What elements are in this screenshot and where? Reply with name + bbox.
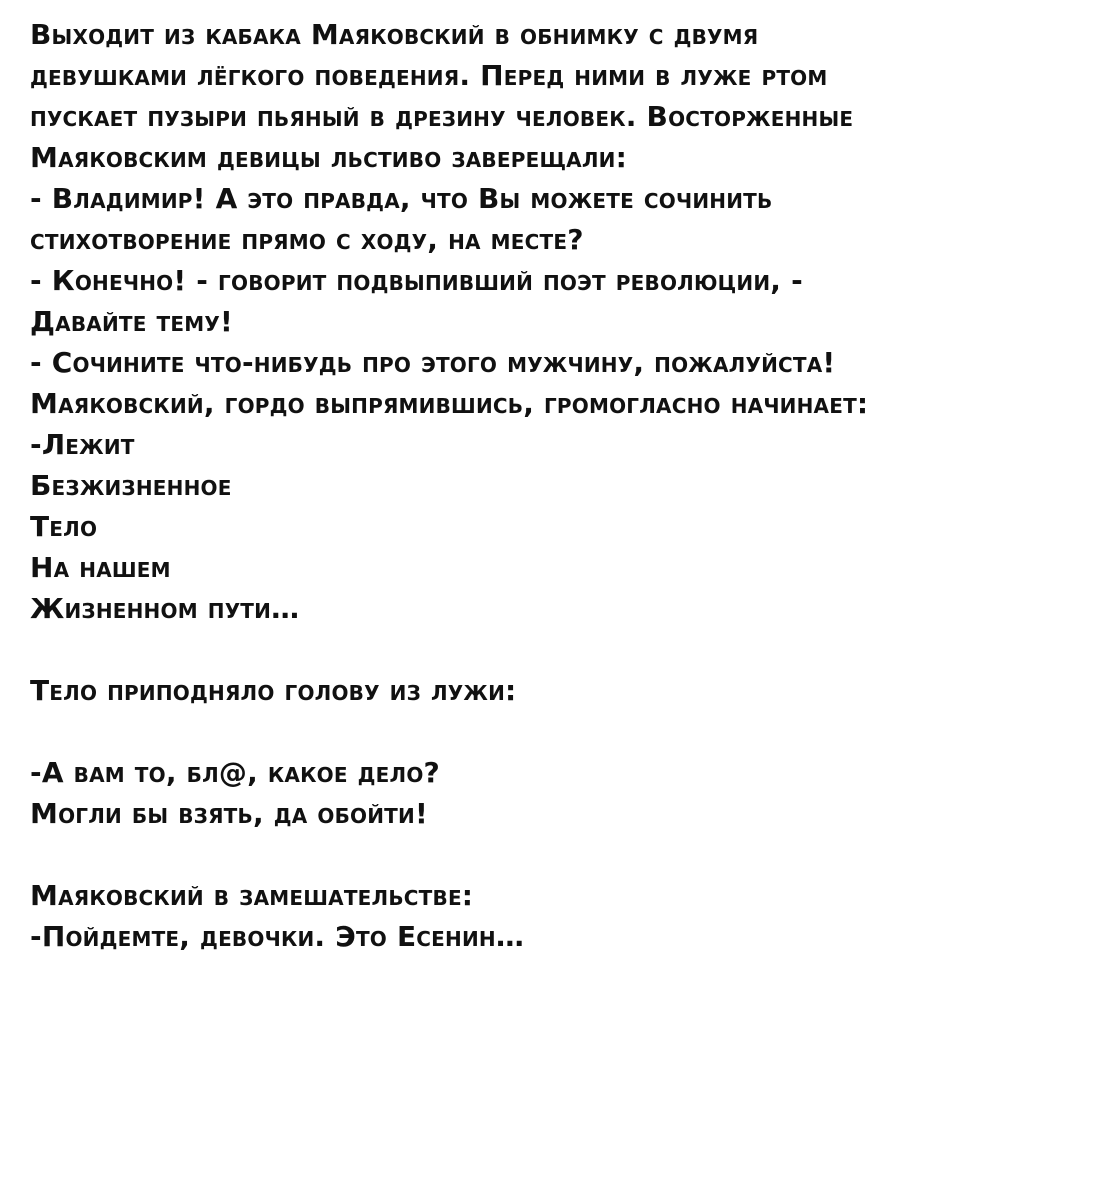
anecdote-text [30, 14, 1090, 957]
text-line: - Сочините что-нибудь про этого мужчину, пожалуйста! [30, 346, 836, 379]
text-line: пускает пузыри пьяный в дрезину человек. Восторженные [30, 100, 854, 133]
text-line: Маяковский, гордо выпрямившись, громогласно начинает: [30, 387, 869, 420]
text-line: - Владимир! А это правда, что Вы можете сочинить [30, 182, 773, 215]
text-line: Давайте тему! [30, 305, 233, 338]
text-line: Тело приподняло голову из лужи: [30, 674, 517, 707]
text-line: -Пойдемте, девочки. Это Есенин… [30, 920, 525, 953]
poem-line: -Лежит [30, 428, 135, 461]
blank-line [30, 834, 1090, 875]
poem-line: Жизненном пути… [30, 592, 300, 625]
text-line: -А вам то, бл@, какое дело? [30, 756, 440, 789]
poem-line: Тело [30, 510, 98, 543]
text-line: девушками лёгкого поведения. Перед ними в луже ртом [30, 59, 828, 92]
text-line: Выходит из кабака Маяковский в обнимку с двумя [30, 18, 759, 51]
poem-line: Безжизненное [30, 469, 232, 502]
text-line: стихотворение прямо с ходу, на месте? [30, 223, 584, 256]
text-line: Маяковским девицы льстиво заверещали: [30, 141, 627, 174]
text-line: - Конечно! - говорит подвыпивший поэт революции, - [30, 264, 803, 297]
poem-line: На нашем [30, 551, 171, 584]
text-line: Маяковский в замешательстве: [30, 879, 474, 912]
blank-line [30, 629, 1090, 670]
text-line: Могли бы взять, да обойти! [30, 797, 428, 830]
blank-line [30, 711, 1090, 752]
